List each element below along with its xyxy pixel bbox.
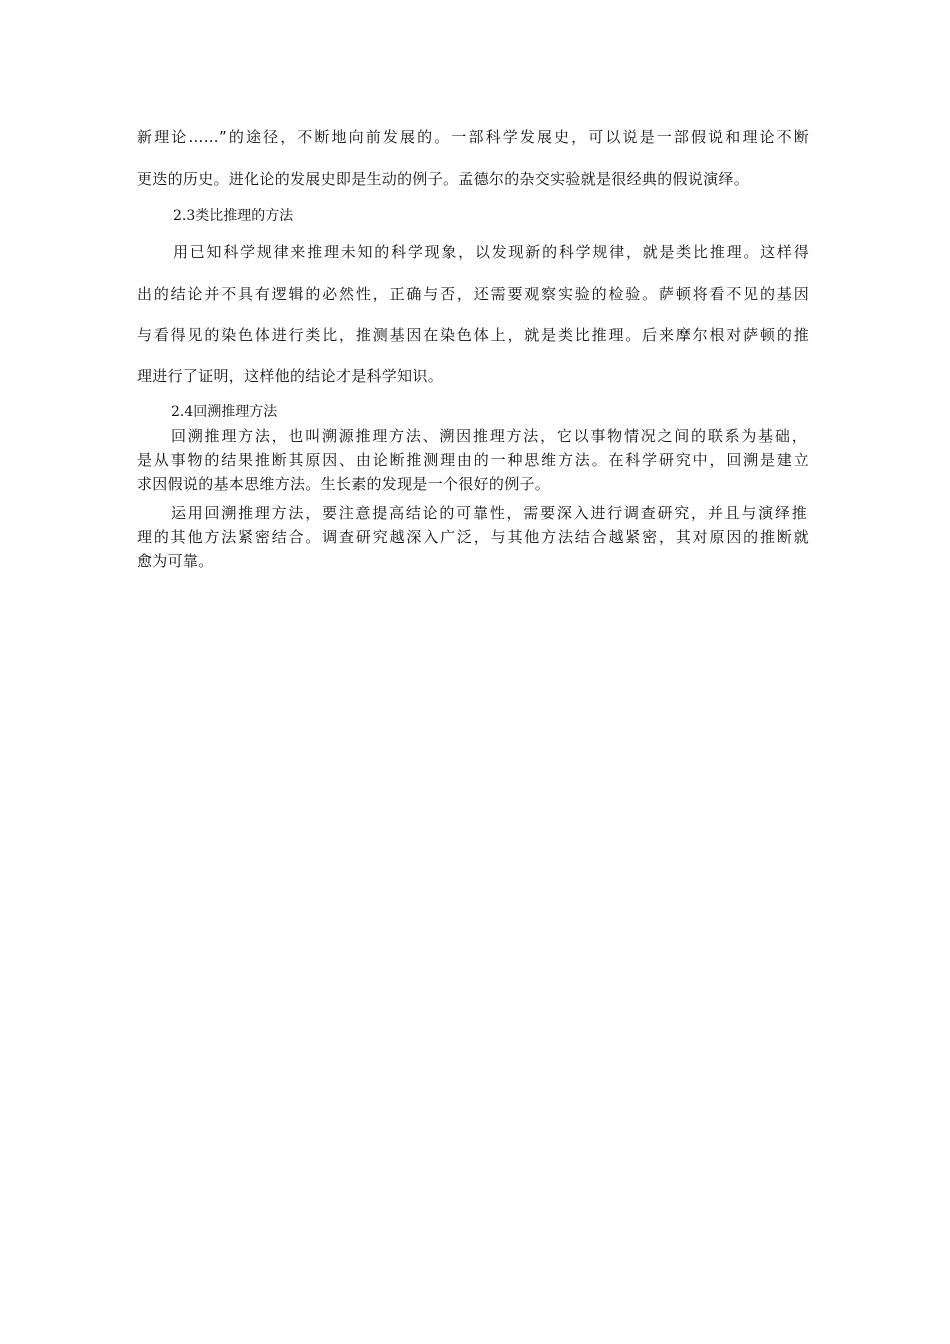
paragraph-line: 理进行了证明，这样他的结论才是科学知识。 <box>137 367 444 385</box>
paragraph-line: 理的其他方法紧密结合。调查研究越深入广泛，与其他方法结合越紧密，其对原因的推断就 <box>137 528 809 546</box>
paragraph-line: 是从事物的结果推断其原因、由论断推测理由的一种思维方法。在科学研究中，回溯是建立 <box>137 451 809 469</box>
paragraph-line: 新理论……”的途径，不断地向前发展的。一部科学发展史，可以说是一部假说和理论不断 <box>137 128 809 146</box>
section-heading-2-3: 2.3类比推理的方法 <box>173 208 294 224</box>
paragraph-line: 求因假说的基本思维方法。生长素的发现是一个很好的例子。 <box>137 475 551 493</box>
paragraph-line: 运用回溯推理方法，要注意提高结论的可靠性，需要深入进行调查研究，并且与演绎推 <box>171 504 807 522</box>
paragraph-line: 出的结论并不具有逻辑的必然性，正确与否，还需要观察实验的检验。萨顿将看不见的基因 <box>137 285 809 303</box>
paragraph-line: 更迭的历史。进化论的发展史即是生动的例子。孟德尔的杂交实验就是很经典的假说演绎。 <box>137 170 750 188</box>
paragraph-line: 回溯推理方法，也叫溯源推理方法、溯因推理方法，它以事物情况之间的联系为基础， <box>171 427 807 445</box>
paragraph-line: 用已知科学规律来推理未知的科学现象，以发现新的科学规律，就是类比推理。这样得 <box>173 243 809 261</box>
section-heading-2-4: 2.4回溯推理方法 <box>171 404 278 420</box>
paragraph-line: 与看得见的染色体进行类比，推测基因在染色体上，就是类比推理。后来摩尔根对萨顿的推 <box>137 326 809 344</box>
paragraph-line: 愈为可靠。 <box>137 552 214 570</box>
